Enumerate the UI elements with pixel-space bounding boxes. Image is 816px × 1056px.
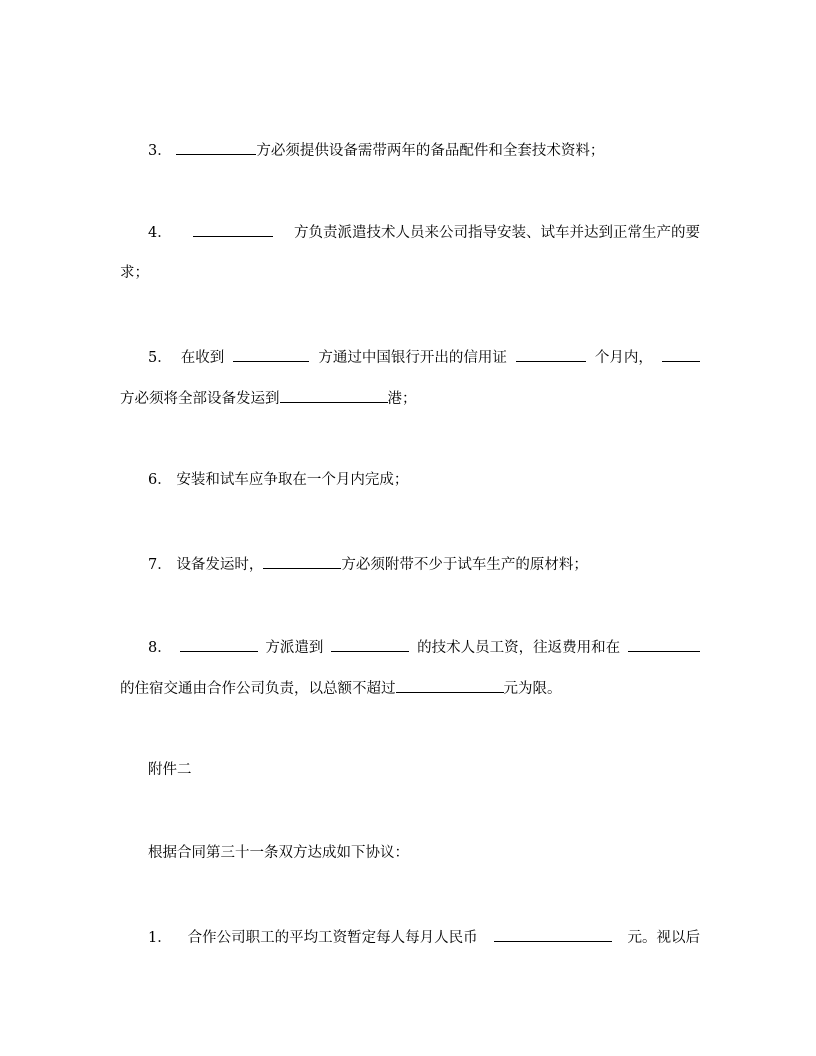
- blank-field: [331, 636, 409, 652]
- blank-field: [263, 553, 341, 569]
- blank-field: [494, 926, 612, 942]
- clause-3-number: 3．: [148, 143, 172, 159]
- blank-field: [396, 677, 504, 693]
- attachment-item-1: [148, 926, 700, 946]
- attachment-intro: 根据合同第三十一条双方达成如下协议：: [148, 845, 409, 861]
- blank-field: [516, 346, 586, 362]
- blank-field: [280, 387, 388, 403]
- clause-3: [148, 139, 700, 159]
- clause-6-text: 安装和试车应争取在一个月内完成；: [176, 472, 409, 488]
- clause-8-text-1: 方派遣到: [265, 640, 324, 656]
- blank-field: [233, 346, 309, 362]
- clause-7-text-1: 设备发运时，: [176, 557, 264, 573]
- clause-5-text-4: 方必须将全部设备发运到: [120, 391, 280, 407]
- clause-5-number: 5．: [148, 350, 172, 366]
- clause-4-number: 4．: [148, 225, 172, 241]
- attachment-item-1-number: 1．: [148, 930, 172, 946]
- clause-7: [148, 553, 700, 573]
- clause-6: [148, 470, 700, 490]
- clause-4-line-2: [120, 263, 700, 283]
- clause-8-line-2: [120, 677, 700, 697]
- attachment-item-1-text-1: 合作公司职工的平均工资暂定每人每月人民币: [187, 930, 478, 946]
- clause-7-number: 7．: [148, 557, 172, 573]
- clause-5-line-2: [120, 387, 700, 407]
- blank-field: [662, 346, 700, 362]
- clause-5-text-1: 在收到: [180, 350, 225, 366]
- clause-5-text-5: 港；: [387, 391, 417, 407]
- clause-4-text: 方负责派遣技术人员来公司指导安装、试车并达到正常生产的要: [293, 225, 700, 241]
- clause-3-text: 方必须提供设备需带两年的备品配件和全套技术资料；: [256, 143, 605, 159]
- clause-5-text-3: 个月内，: [594, 350, 653, 366]
- clause-8-number: 8．: [148, 640, 172, 656]
- clause-7-text-2: 方必须附带不少于试车生产的原材料；: [341, 557, 588, 573]
- attachment-item-1-text-2: 元。视以后: [627, 930, 700, 946]
- clause-8-text-4: 元为限。: [503, 681, 562, 697]
- clause-4-text-end: 求；: [120, 265, 149, 281]
- clause-4-line-1: [148, 221, 700, 241]
- attachment-title: 附件二: [148, 762, 192, 778]
- clause-5-text-2: 方通过中国银行开出的信用证: [318, 350, 507, 366]
- clause-5-line-1: [148, 346, 700, 366]
- blank-field: [628, 636, 700, 652]
- clause-8-text-2: 的技术人员工资，往返费用和在: [417, 640, 621, 656]
- blank-field: [180, 636, 258, 652]
- blank-field: [193, 221, 273, 237]
- blank-field: [176, 139, 256, 155]
- clause-6-number: 6．: [148, 472, 172, 488]
- clause-8-line-1: [148, 636, 700, 656]
- clause-8-text-3: 的住宿交通由合作公司负责，以总额不超过: [120, 681, 396, 697]
